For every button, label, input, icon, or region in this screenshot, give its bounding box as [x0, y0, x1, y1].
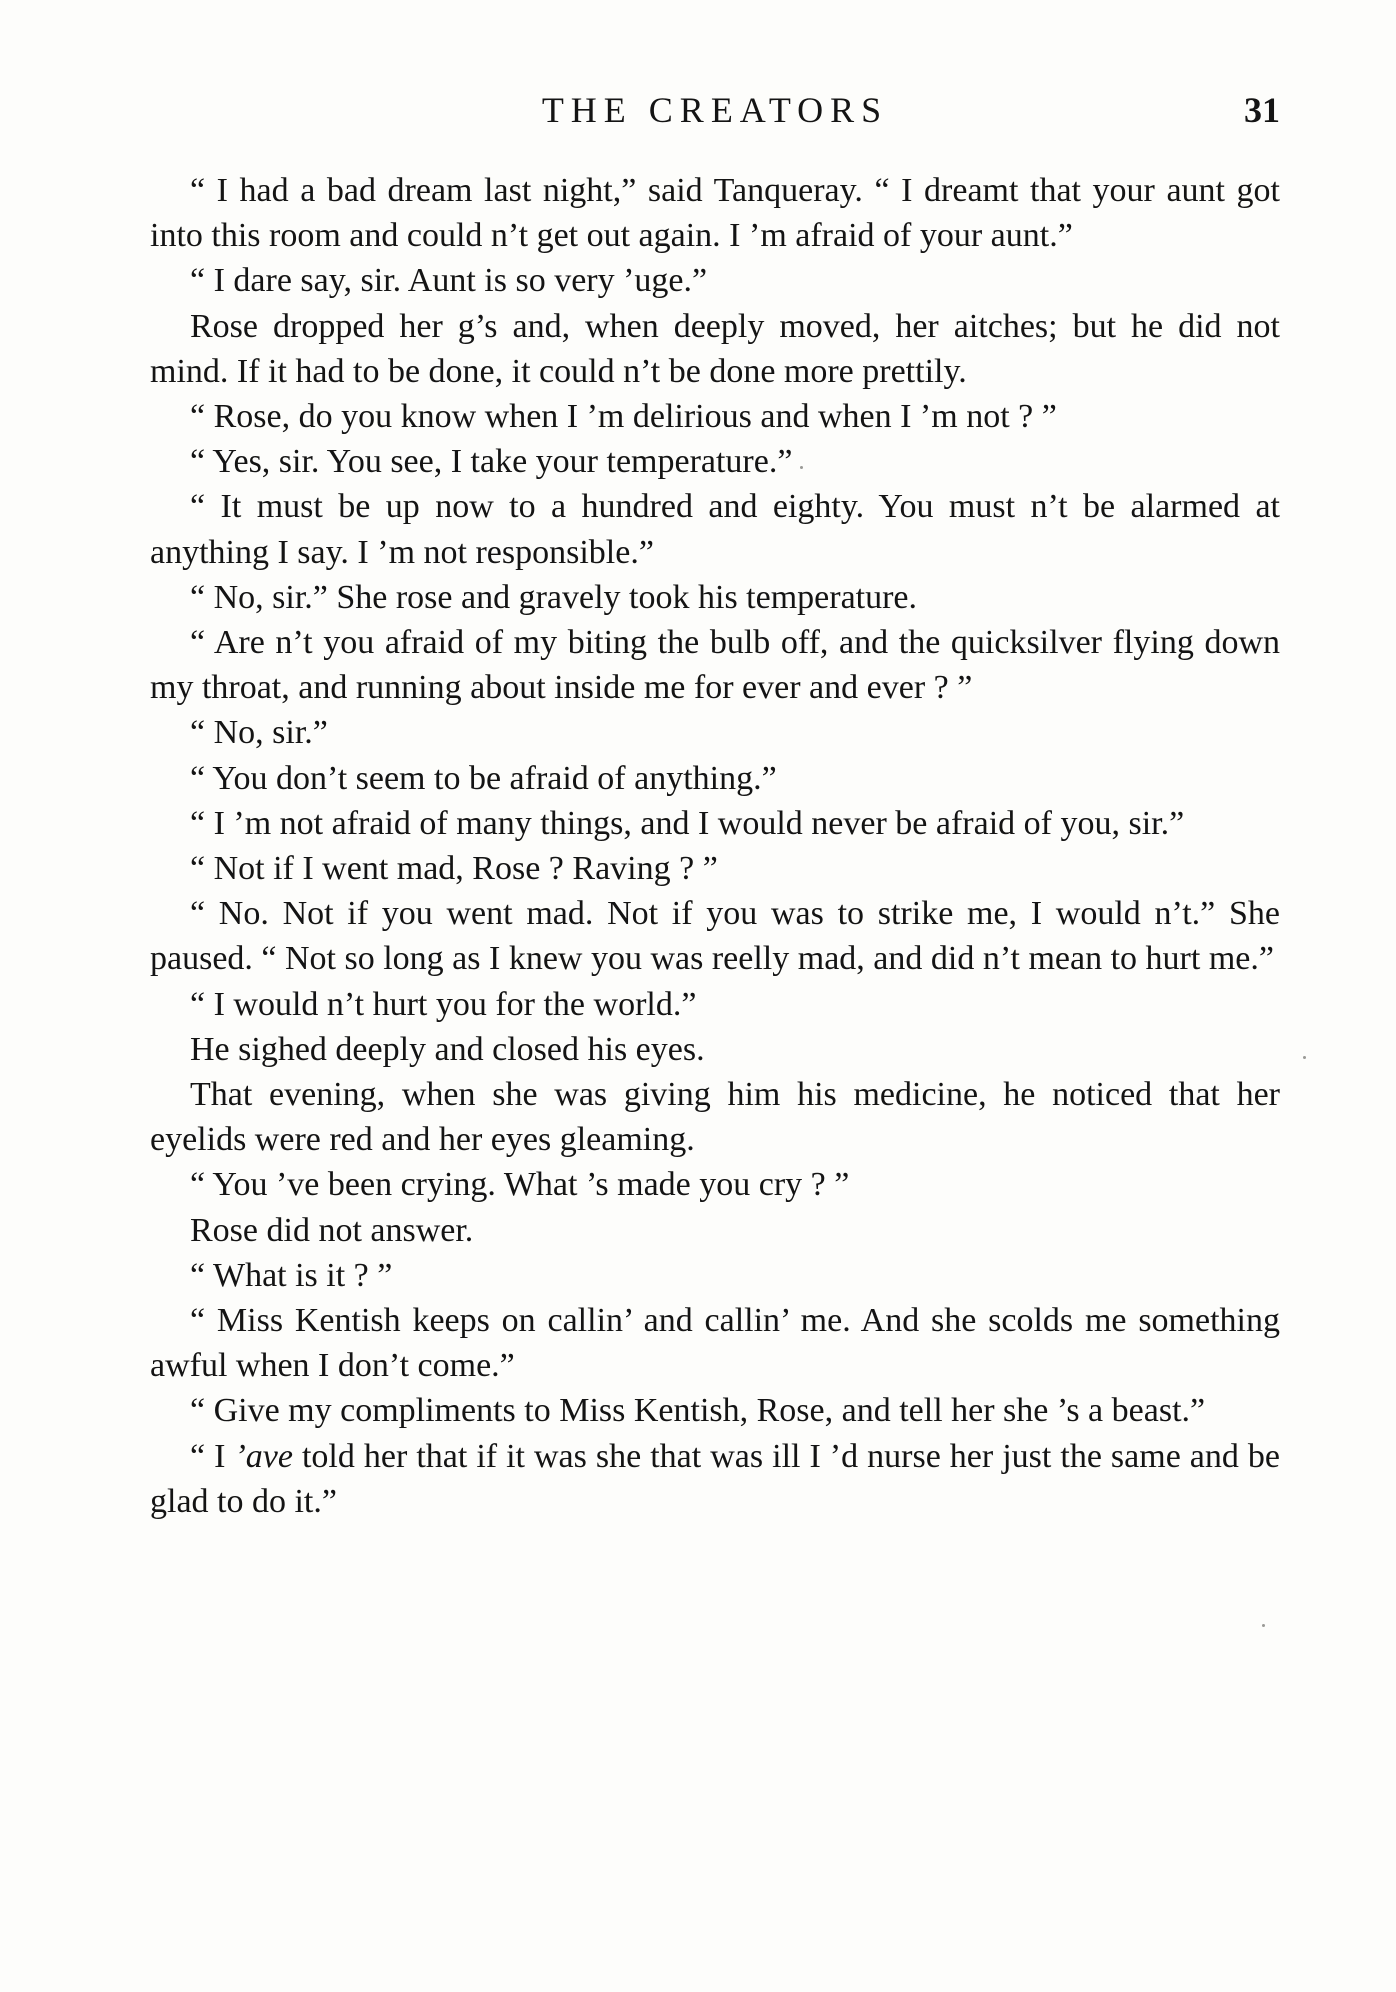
- paragraph: “ It must be up now to a hundred and eighty. You must n’t be alarmed at anything I say. I ’m not responsible.”: [150, 488, 1280, 571]
- paragraph: “ No. Not if you went mad. Not if you was to strike me, I would n’t.” She paused. “ Not so long as I knew you was reelly mad, and did n’t mean to hurt me.”: [150, 895, 1280, 978]
- paragraph: “ No, sir.” She rose and gravely took his temperature.: [190, 578, 918, 616]
- text-run: “ I: [190, 1437, 235, 1475]
- paragraph: That evening, when she was giving him his medicine, he noticed that her eyelids were red and her eyes gleaming.: [150, 1076, 1280, 1159]
- paragraph: He sighed deeply and closed his eyes.: [190, 1030, 705, 1068]
- paragraph: “ Give my compliments to Miss Kentish, Rose, and tell her she ’s a beast.”: [190, 1392, 1206, 1430]
- paragraph: “ I ’m not afraid of many things, and I would never be afraid of you, sir.”: [190, 804, 1185, 842]
- scan-speck: [1262, 1624, 1265, 1627]
- paragraph: “ I had a bad dream last night,” said Tanqueray. “ I dreamt that your aunt got into this room and could n’t get out again. I ’m afraid of your aunt.”: [150, 172, 1280, 255]
- paragraph: Rose did not answer.: [190, 1211, 474, 1249]
- italic-word: ’ave: [234, 1437, 293, 1475]
- paragraph: “ Miss Kentish keeps on callin’ and callin’ me. And she scolds me something awful when I don’t come.”: [150, 1302, 1280, 1385]
- paragraph: “ Not if I went mad, Rose ? Raving ? ”: [190, 850, 718, 888]
- scan-speck: [800, 466, 803, 469]
- paragraph: “ I would n’t hurt you for the world.”: [190, 985, 697, 1023]
- paragraph: Rose dropped her g’s and, when deeply moved, her aitches; but he did not mind. If it had to be done, it could n’t be done more prettily.: [150, 307, 1280, 390]
- page-number: 31: [1244, 90, 1280, 130]
- scan-speck: [1303, 1056, 1306, 1059]
- paragraph: “ You ’ve been crying. What ’s made you cry ? ”: [190, 1166, 850, 1204]
- paragraph: “ Rose, do you know when I ’m delirious and when I ’m not ? ”: [190, 398, 1057, 436]
- paragraph: “ Yes, sir. You see, I take your temperature.”: [190, 443, 793, 481]
- page-header: [150, 86, 1280, 134]
- body-text: [150, 168, 1280, 1524]
- text-run: told her that if it was she that was ill I ’d nurse her just the same and be glad to do it.”: [150, 1437, 1280, 1520]
- paragraph-last: [150, 1434, 1280, 1524]
- paragraph: “ What is it ? ”: [190, 1256, 393, 1294]
- paragraph: “ You don’t seem to be afraid of anything.”: [190, 759, 777, 797]
- running-title: THE CREATORS: [541, 90, 889, 130]
- paragraph: “ Are n’t you afraid of my biting the bulb off, and the quicksilver flying down my throat, and running about inside me for ever and ever ? ”: [150, 624, 1280, 707]
- paragraph: “ I dare say, sir. Aunt is so very ’uge.”: [190, 262, 708, 300]
- paragraph: “ No, sir.”: [190, 714, 328, 752]
